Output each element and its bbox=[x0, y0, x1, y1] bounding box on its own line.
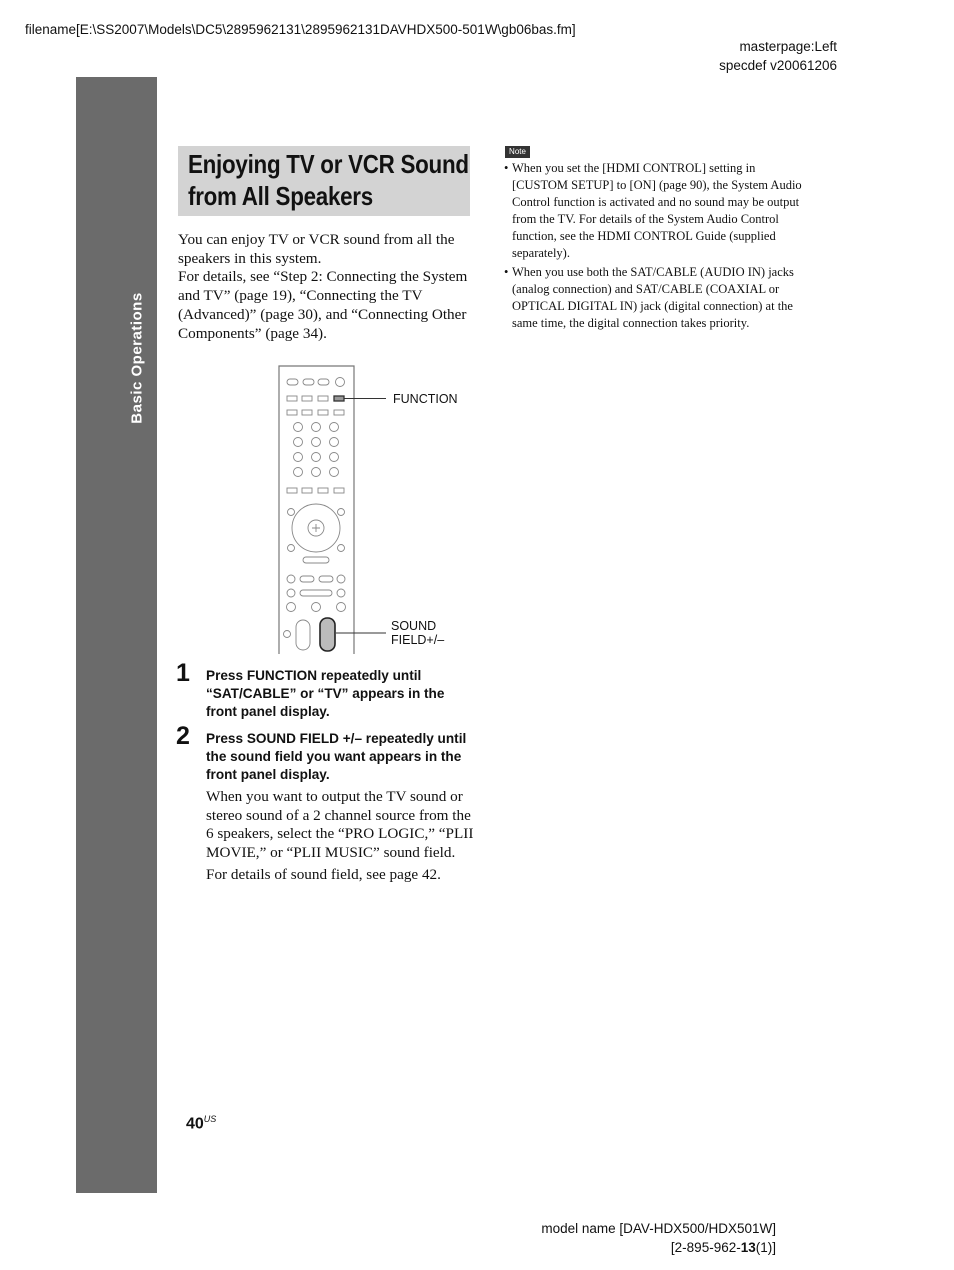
footer bbox=[541, 1219, 776, 1257]
footer-model-name: model name [DAV-HDX500/HDX501W] bbox=[541, 1221, 776, 1236]
page-title-line-2: from All Speakers bbox=[188, 181, 373, 211]
step-1-number: 1 bbox=[176, 659, 190, 687]
sound-field-callout bbox=[391, 619, 444, 647]
note-item bbox=[504, 264, 804, 332]
page-title-line-1: Enjoying TV or VCR Sound bbox=[188, 149, 469, 179]
function-callout: FUNCTION bbox=[393, 392, 458, 406]
step-1-heading: Press FUNCTION repeatedly until “SAT/CABLE” or “TV” appears in the front panel display. bbox=[206, 668, 445, 719]
intro-details-paragraph: For details, see “Step 2: Connecting the System and TV” (page 19), “Connecting the TV (Advanced)” (page 30), and “Connecting Other Components” (page 34). bbox=[178, 268, 468, 342]
page-title bbox=[188, 148, 469, 212]
note-bullet: • bbox=[504, 161, 509, 175]
sidebar-tab bbox=[76, 77, 157, 1193]
footer-code-bold: 13 bbox=[740, 1240, 756, 1255]
note-bullet: • bbox=[504, 265, 509, 279]
step-2-heading: Press SOUND FIELD +/– repeatedly until the sound field you want appears in the front panel display. bbox=[206, 731, 467, 782]
note-badge: Note bbox=[505, 146, 530, 158]
step-2-number: 2 bbox=[176, 722, 190, 750]
sound-field-callout-line-1: SOUND bbox=[391, 619, 437, 633]
footer-code-prefix: [2-895-962- bbox=[670, 1240, 741, 1255]
footer-code-suffix: (1)] bbox=[755, 1240, 776, 1255]
sound-field-callout-line-2: FIELD+/– bbox=[391, 633, 445, 647]
header-filename: filename[E:\SS2007\Models\DC5\2895962131\2895962131DAVHDX500-501W\gb06bas.fm] bbox=[25, 22, 576, 37]
page-number bbox=[186, 1114, 216, 1133]
sidebar-label: Basic Operations bbox=[128, 292, 146, 424]
specdef-label: specdef v20061206 bbox=[719, 58, 837, 73]
intro-paragraph: You can enjoy TV or VCR sound from all the speakers in this system. bbox=[178, 231, 455, 267]
step-2-body: When you want to output the TV sound or stereo sound of a 2 channel source from the 6 speakers, select the “PRO LOGIC,” “PLII MOVIE,” or “PLII MUSIC” sound field. bbox=[206, 788, 474, 861]
note-item bbox=[504, 160, 804, 262]
step-2-see-also: For details of sound field, see page 42. bbox=[206, 866, 441, 883]
note-item-text: When you use both the SAT/CABLE (AUDIO IN) jacks (analog connection) and SAT/CABLE (COAXIAL or OPTICAL DIGITAL IN) jack (digital connection) at the same time, the digital connection takes priority. bbox=[512, 265, 794, 330]
masterpage-label: masterpage:Left bbox=[739, 39, 837, 54]
number-keypad bbox=[294, 423, 339, 477]
page-number-suffix: US bbox=[203, 1114, 217, 1124]
page-number-value: 40 bbox=[186, 1115, 204, 1133]
header-masterpage bbox=[719, 37, 837, 75]
note-item-text: When you set the [HDMI CONTROL] setting in [CUSTOM SETUP] to [ON] (page 90), the System Audio Control function is activated and no sound may be output from the TV. For details of the System Audio Control function, see the HDMI CONTROL Guide (supplied separately). bbox=[512, 161, 802, 260]
footer-code bbox=[541, 1238, 776, 1257]
